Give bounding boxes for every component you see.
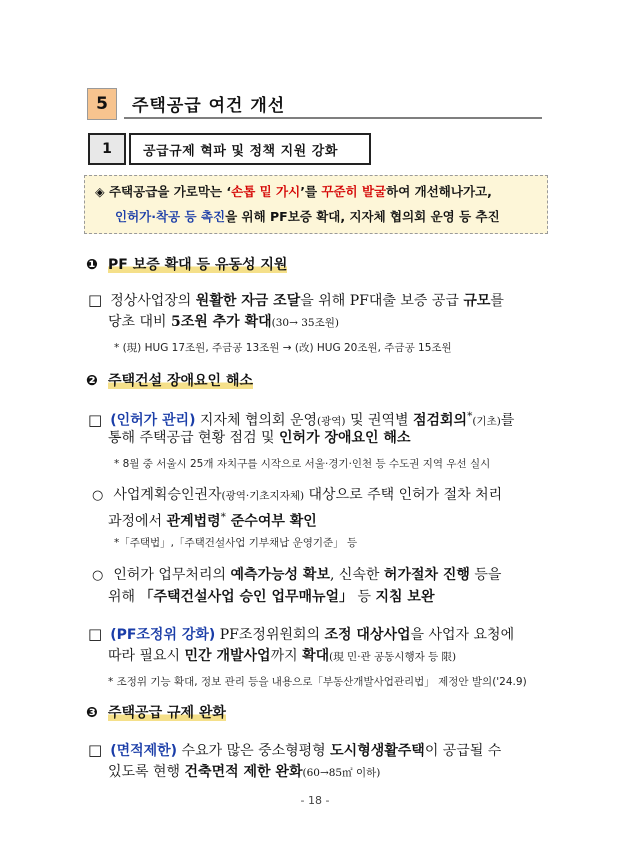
- para-3-line-2: 과정에서 관계법령* 준수여부 확인: [108, 511, 317, 530]
- number-1-icon: ❶: [86, 257, 98, 273]
- summary-line-2: 인허가·착공 등 촉진을 위해 PF보증 확대, 지자체 협의회 운영 등 추진: [115, 209, 500, 224]
- number-2-icon: ❷: [86, 373, 98, 389]
- circle-bullet-icon: ○: [92, 488, 104, 503]
- subsection-number: 1: [88, 133, 126, 165]
- heading-1: ❶ PF 보증 확대 등 유동성 지원: [86, 257, 288, 273]
- para-1-note: * (現) HUG 17조원, 주금공 13조원 → (改) HUG 20조원, 주금공 15조원: [114, 342, 452, 354]
- para-4-line-2: 위해 「주택건설사업 승인 업무매뉴얼」 등 지침 보완: [108, 589, 435, 605]
- section-title: 주택공급 여건 개선: [132, 96, 286, 116]
- section-number: 5: [87, 88, 117, 120]
- summary-box: [84, 175, 548, 234]
- para-2-note: * 8월 중 서울시 25개 자치구를 시작으로 서울·경기·인천 등 수도권 지역 우선 실시: [114, 458, 491, 470]
- number-3-icon: ❸: [86, 705, 98, 721]
- para-5-line-1: □ (PF조정위 강화) PF조정위원회의 조정 대상사업을 사업자 요청에: [88, 625, 515, 643]
- para-5-line-2: 따라 필요시 민간 개발사업까지 확대(現 민·관 공동시행자 등 限): [108, 648, 457, 664]
- page-number: - 18 -: [300, 794, 330, 807]
- para-3-line-1: ○ 사업계획승인권자(광역·기초지자체) 대상으로 주택 인허가 절차 처리: [92, 487, 503, 503]
- para-1-line-2: 당초 대비 5조원 추가 확대(30→ 35조원): [108, 314, 339, 330]
- para-3-note: *「주택법」,「주택건설사업 기부채납 운영기준」 등: [114, 537, 358, 549]
- summary-line-1: ◈ 주택공급을 가로막는 ‘손톱 밑 가시’를 꾸준히 발굴하여 개선해나가고,: [95, 184, 492, 199]
- section-underline: [124, 117, 542, 119]
- checkbox-square-icon: □: [88, 741, 103, 759]
- checkbox-square-icon: □: [88, 625, 103, 643]
- subsection-title: 공급규제 혁파 및 정책 지원 강화: [129, 133, 371, 165]
- para-6-line-2: 있도록 현행 건축면적 제한 완화(60→85㎡ 이하): [108, 764, 381, 780]
- para-5-note: * 조정위 기능 확대, 정보 관리 등을 내용으로「부동산개발사업관리법」 제정안 발의('24.9): [108, 676, 527, 688]
- checkbox-square-icon: □: [88, 410, 103, 429]
- diamond-icon: ◈: [95, 184, 105, 199]
- circle-bullet-icon: ○: [92, 568, 104, 583]
- para-6-line-1: □ (면적제한) 수요가 많은 중소형평형 도시형생활주택이 공급될 수: [88, 741, 502, 759]
- para-2-line-1: □ (인허가 관리) 지자체 협의회 운영(광역) 및 권역별 점검회의*(기초)를: [88, 410, 515, 429]
- para-1-line-1: □ 정상사업장의 원활한 자금 조달을 위해 PF대출 보증 공급 규모를: [88, 291, 504, 309]
- checkbox-square-icon: □: [88, 291, 103, 309]
- heading-2: ❷ 주택건설 장애요인 해소: [86, 373, 253, 389]
- heading-3: ❸ 주택공급 규제 완화: [86, 705, 226, 721]
- para-4-line-1: ○ 인허가 업무처리의 예측가능성 확보, 신속한 허가절차 진행 등을: [92, 567, 502, 583]
- para-2-line-2: 통해 주택공급 현황 점검 및 인허가 장애요인 해소: [108, 430, 411, 446]
